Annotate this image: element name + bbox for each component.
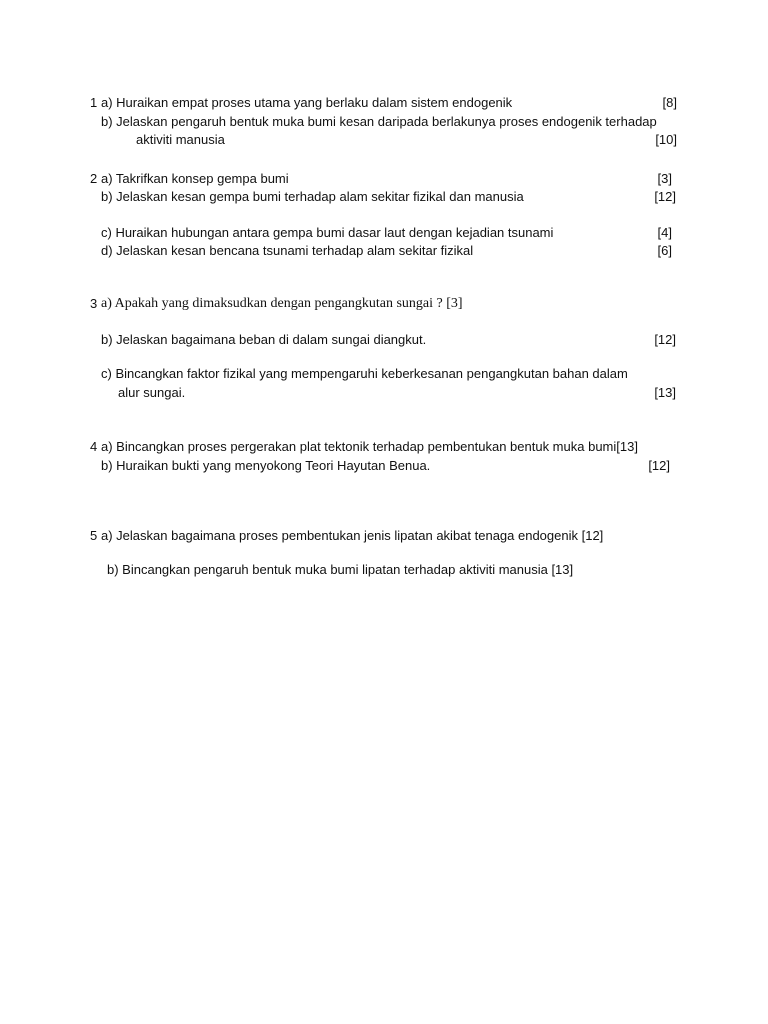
- question-2-number: 2: [90, 171, 98, 186]
- question-2b-mark: [12]: [654, 189, 676, 204]
- question-4-number: 4: [90, 439, 98, 454]
- question-4a-text: a) Bincangkan proses pergerakan plat tektonik terhadap pembentukan bentuk muka bumi[13]: [101, 439, 638, 454]
- question-2c-mark: [4]: [657, 225, 672, 240]
- question-3c-continuation: alur sungai.: [118, 385, 186, 400]
- question-3-number: 3: [90, 296, 98, 311]
- question-1a-mark: [8]: [662, 95, 677, 110]
- question-1b-continuation: aktiviti manusia: [136, 132, 225, 147]
- question-2c-text: c) Huraikan hubungan antara gempa bumi dasar laut dengan kejadian tsunami: [101, 225, 554, 240]
- question-4b-text: b) Huraikan bukti yang menyokong Teori Hayutan Benua.: [101, 458, 431, 473]
- question-4b-mark: [12]: [648, 458, 670, 473]
- question-2d-mark: [6]: [657, 243, 672, 258]
- question-2d-text: d) Jelaskan kesan bencana tsunami terhadap alam sekitar fizikal: [101, 243, 474, 258]
- question-3b-mark: [12]: [654, 332, 676, 347]
- question-1b-mark: [10]: [655, 132, 677, 147]
- question-1-number: 1: [90, 95, 98, 110]
- question-5b-text: b) Bincangkan pengaruh bentuk muka bumi lipatan terhadap aktiviti manusia [13]: [107, 562, 574, 577]
- question-3c-text: c) Bincangkan faktor fizikal yang mempengaruhi keberkesanan pengangkutan bahan dalam: [101, 366, 628, 381]
- question-1b-text: b) Jelaskan pengaruh bentuk muka bumi kesan daripada berlakunya proses endogenik terhadap: [101, 114, 657, 129]
- question-5-number: 5: [90, 528, 98, 543]
- question-1a-text: a) Huraikan empat proses utama yang berlaku dalam sistem endogenik: [101, 95, 513, 110]
- question-2b-text: b) Jelaskan kesan gempa bumi terhadap alam sekitar fizikal dan manusia: [101, 189, 524, 204]
- question-3b-text: b) Jelaskan bagaimana beban di dalam sungai diangkut.: [101, 332, 427, 347]
- question-2a-mark: [3]: [657, 171, 672, 186]
- question-3a-text: a) Apakah yang dimaksudkan dengan pengangkutan sungai ? [3]: [101, 296, 463, 311]
- question-5a-text: a) Jelaskan bagaimana proses pembentukan jenis lipatan akibat tenaga endogenik [12]: [101, 528, 604, 543]
- question-2a-text: a) Takrifkan konsep gempa bumi: [101, 171, 289, 186]
- question-3c-mark: [13]: [654, 385, 676, 400]
